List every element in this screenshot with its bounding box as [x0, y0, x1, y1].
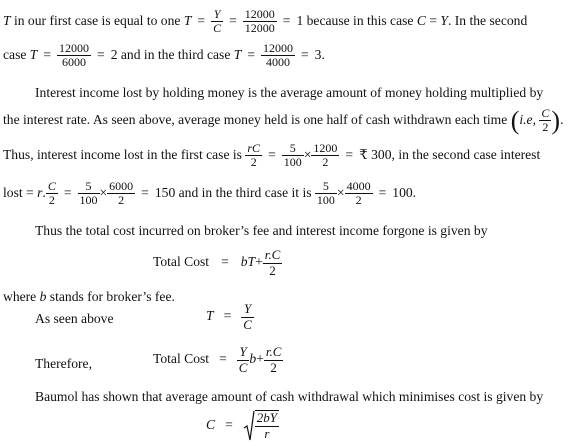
text: where: [3, 289, 40, 304]
var-T: T: [183, 13, 192, 29]
var-b: b: [39, 289, 47, 304]
times: ×: [336, 185, 345, 201]
plus: +: [255, 254, 263, 270]
line-9: [35, 312, 114, 326]
equals: =: [247, 47, 255, 63]
var-T: T: [3, 13, 11, 29]
line-4: [3, 107, 563, 135]
line-5: [3, 142, 540, 170]
var-T: T: [206, 308, 214, 324]
equation-total-cost-2: [153, 345, 283, 375]
fraction-rc-over-2: $\frac{r.C}{2}$: [264, 247, 281, 278]
fraction-y-over-c: $\frac{Y}{C}$: [238, 344, 248, 375]
text: Therefore,: [35, 356, 92, 371]
fraction: $\frac{5}{100}$: [283, 141, 302, 170]
fraction: $\frac{12000}{4000}$: [263, 41, 293, 70]
equals: =: [221, 254, 229, 270]
radical-sign-icon: [243, 410, 255, 442]
line-10-label: [35, 357, 92, 371]
ie-abbrev: i.e,: [519, 112, 536, 128]
period: .: [560, 112, 564, 128]
fraction: $\frac{6000}{2}$: [109, 179, 134, 208]
fraction-y-over-c: $\frac{Y}{C}$: [243, 301, 252, 332]
var-T: T: [233, 47, 242, 63]
var-Y: Y: [440, 13, 448, 29]
equation-baumol: [206, 410, 279, 442]
text: case: [3, 47, 30, 63]
equals: =: [345, 147, 354, 163]
label-total-cost: Total Cost: [153, 351, 210, 367]
fraction-y-over-c: $\frac{Y}{C}$: [213, 7, 222, 36]
fraction-c-over-2: $\frac{C}{2}$: [47, 179, 56, 208]
equals: =: [63, 185, 72, 201]
var-C: C: [416, 13, 426, 29]
text: and in the third case it is: [175, 185, 315, 201]
equals: =: [219, 351, 227, 367]
equals: =: [229, 13, 237, 29]
equals: =: [268, 147, 276, 163]
equals: =: [282, 13, 291, 29]
times: ×: [99, 185, 108, 201]
text: =: [425, 13, 441, 29]
var-r: r: [37, 185, 43, 201]
value-rupees: ₹ 300: [359, 147, 392, 163]
equals: =: [301, 47, 309, 63]
fraction: $\frac{1200}{2}$: [313, 141, 338, 170]
equals: =: [141, 185, 149, 201]
value: 2: [110, 47, 118, 63]
equals: =: [223, 308, 232, 324]
fraction-rc-over-2: $\frac{rC}{2}$: [247, 141, 261, 170]
paragraph-line-3: Interest income lost by holding money is the average amount of money holding multiplied by: [35, 85, 544, 100]
line-6: [3, 180, 416, 208]
equals: =: [197, 13, 206, 29]
square-root: [243, 410, 279, 442]
paragraph-line-7: Thus the total cost incurred on broker’s fee and interest income forgone is given by: [35, 223, 488, 238]
equals: =: [225, 417, 233, 433]
paragraph-line-11: Baumol has shown that average amount of cash withdrawal which minimises cost is given by: [35, 389, 544, 404]
value: 1: [296, 13, 304, 29]
text: lost =: [3, 185, 38, 201]
value: 3.: [314, 47, 325, 63]
line-2: [3, 42, 325, 70]
line-8: [3, 290, 175, 304]
open-paren: (: [510, 105, 520, 135]
fraction: $\frac{4000}{2}$: [346, 179, 371, 208]
line-1: [3, 8, 527, 36]
fraction-rc-over-2: $\frac{r.C}{2}$: [265, 344, 282, 375]
fraction: $\frac{5}{100}$: [316, 179, 335, 208]
label-total-cost: Total Cost: [153, 254, 210, 270]
times: ×: [303, 147, 312, 163]
text: in our first case is equal to one: [10, 13, 184, 29]
equals: =: [43, 47, 52, 63]
fraction: $\frac{12000}{12000}$: [244, 7, 275, 36]
value: 150: [154, 185, 176, 201]
equation-total-cost: [153, 248, 282, 278]
text: As seen above: [35, 311, 114, 326]
value: 100.: [392, 185, 417, 201]
fraction: $\frac{12000}{6000}$: [59, 41, 90, 70]
fraction-c-over-2: $\frac{C}{2}$: [541, 106, 550, 135]
equals: =: [378, 185, 387, 201]
equals: =: [97, 47, 105, 63]
text: , in the second case interest: [391, 147, 541, 163]
var-b: b: [249, 351, 257, 367]
term-bT: bT: [240, 254, 256, 270]
text: the interest rate. As seen above, average money held is one half of cash withdrawn each time: [3, 112, 511, 128]
fraction: $\frac{5}{100}$: [79, 179, 98, 208]
fraction-2by-over-r: $\frac{2bY}{r}$: [256, 410, 277, 441]
text: Thus, interest income lost in the first case is: [3, 147, 246, 163]
var-T: T: [29, 47, 38, 63]
var-C: C: [206, 417, 216, 433]
text: because in this case: [303, 13, 417, 29]
text: stands for broker’s fee.: [46, 289, 175, 304]
dot: .: [42, 185, 46, 201]
text: . In the second: [447, 13, 528, 29]
plus: +: [256, 351, 264, 367]
equation-t: [206, 302, 254, 332]
text: and in the third case: [117, 47, 234, 63]
close-paren: ): [551, 105, 561, 135]
